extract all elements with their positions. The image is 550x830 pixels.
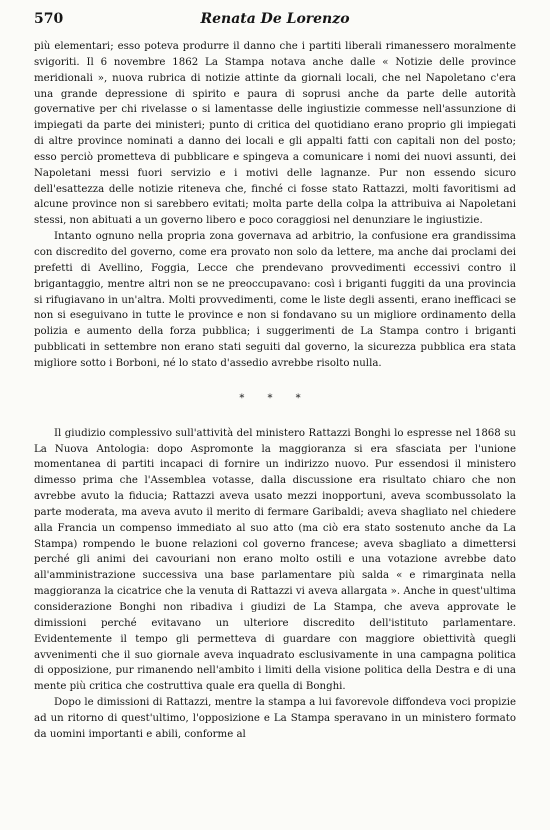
body-text xyxy=(34,39,516,743)
page-header xyxy=(34,8,516,34)
paragraph-3: Il giudizio complessivo sull'attività del ministero Rattazzi Bonghi lo espresse nel 1868 su La Nuova Antologia: dopo Aspromonte la maggioranza si era sfasciata per l'unione momentanea di partiti incapaci di fornire un indirizzo nuovo. Pur essendosi il ministero dimesso prima che l'Assemblea votasse, dalla discussione era risultato chiaro che non avrebbe avuto la fiducia; Rattazzi aveva usato mezzi inopportuni, aveva scombussolato la parte moderata, ma aveva avuto il merito di fermare Garibaldi; aveva shagliato nel chiedere alla Francia un compenso immediato al suo atto (ma ciò era stato sostenuto anche da La Stampa) rompendo le buone relazioni col governo francese; aveva sbagliato a dimettersi perché gli animi dei cavouriani non erano molto ostili e una votazione avrebbe dato all'amministrazione successiva una base parlamentare più salda « e rimarginata nella maggioranza la cicatrice che la venuta di Rattazzi vi aveva allargata ». Anche in quest'ultima considerazione Bonghi non ribadiva i giudizi de La Stampa, che aveva approvate le dimissioni perché evitavano un ulteriore discredito dell'istituto parlamentare. Evidentemente il tempo gli permetteva di guardare con maggiore obiettività quegli avvenimenti che il suo giornale aveva inquadrato esclusivamente in una campagna politica di opposizione, pur rimanendo nell'ambito i limiti della visione politica della Destra e di una mente più critica che costruttiva quale era quella di Bonghi. xyxy=(34,427,516,693)
paragraph-1: più elementari; esso poteva produrre il danno che i partiti liberali rimanessero moralmente svigoriti. Il 6 novembre 1862 La Stampa notava anche dalle « Notizie delle province meridionali », nuova rubrica di notizie attinte da giornali locali, che nel Napoletano c'era una grande depressione di spirito e paura di soprusi anche da parte delle autorità governative per chi rivelasse o si lamentasse delle ingiustizie commesse nell'assunzione di impiegati da parte dei ministeri; punto di critica del quotidiano erano proprio gli impiegati di altre province nominati a danno dei locali e gli appalti fatti con capitali non del posto; esso perciò prometteva di pubblicare e spingeva a comunicare i nomi dei nuovi assunti, dei Napoletani messi fuori servizio e i motivi delle lagnanze. Pur non essendo sicuro dell'esattezza delle notizie riteneva che, finché ci fosse stato Rattazzi, molti favoritismi ad alcune province non si sarebbero evitati; molta parte della colpa la attribuiva ai Napoletani stessi, non abituati a un governo libero e poco coraggiosi nel denunziare le ingiustizie. xyxy=(34,41,516,227)
page-number: 570 xyxy=(34,11,64,27)
paragraph-4: Dopo le dimissioni di Rattazzi, mentre la stampa a lui favorevole diffondeva voci propizie ad un ritorno di quest'ultimo, l'opposizione e La Stampa speravano in un ministero formato da uomini importanti e abili, conforme al xyxy=(34,697,516,740)
section-separator: * * * xyxy=(239,392,311,404)
running-head: Renata De Lorenzo xyxy=(200,11,350,27)
paragraph-2: Intanto ognuno nella propria zona governava ad arbitrio, la confusione era grandissima con discredito del governo, come era provato non solo da lettere, ma anche dai proclami dei prefetti di Avellino, Foggia, Lecce che prendevano provvedimenti eccessivi contro il brigantaggio, mentre altri non se ne preoccupavano: così i briganti fuggiti da una provincia si rifugiavano in un'altra. Molti provvedimenti, come le liste degli assenti, erano inefficaci se non si eseguivano in tutte le province e non si fondavano su un migliore ordinamento della polizia e aumento della forza pubblica; i suggerimenti de La Stampa contro i briganti pubblicati in settembre non erano stati seguiti dal governo, la sicurezza pubblica era stata migliore sotto i Borboni, né lo stato d'assedio avrebbe risolto nulla. xyxy=(34,231,516,369)
